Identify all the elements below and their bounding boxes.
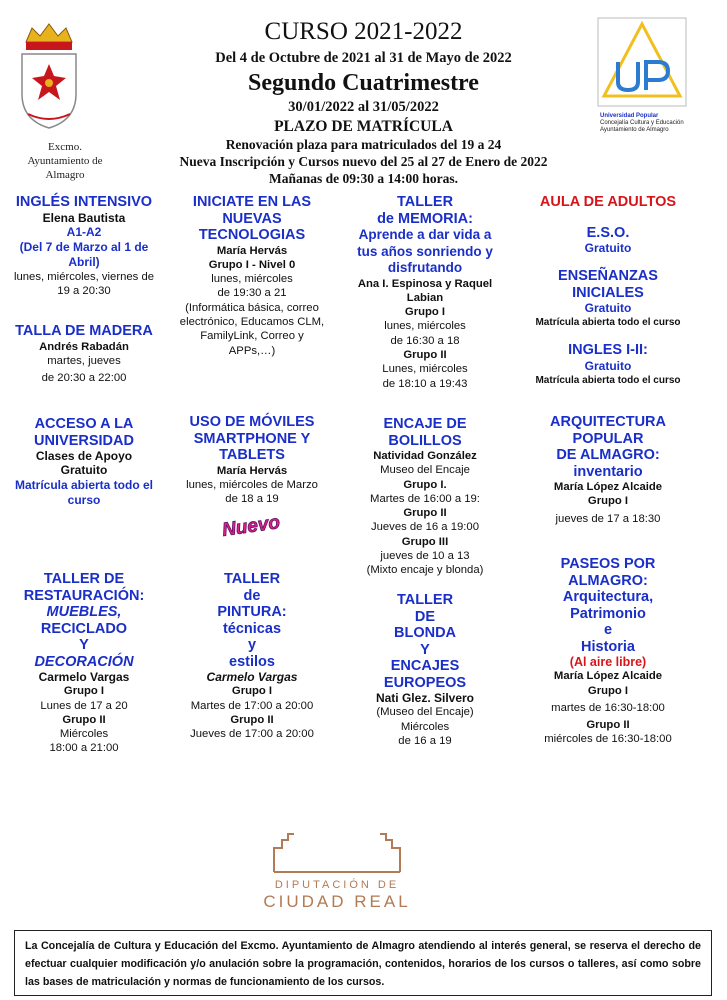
course-dates: Del 4 de Octubre de 2021 al 31 de Mayo de 2022 — [215, 50, 512, 66]
course-teacher: María López Alcaide — [553, 670, 663, 683]
horario-text: Mañanas de 09:30 a 14:00 horas. — [268, 171, 458, 186]
course-title: ENCAJES — [390, 658, 460, 674]
course-title: TABLETS — [219, 447, 285, 463]
course-schedule: jueves de 17 a 18:30 — [555, 512, 661, 525]
course-title: Y — [79, 637, 89, 653]
up-logo-line: Concejalía Cultura y Educación — [600, 120, 684, 126]
course-taller-restauracion — [0, 571, 168, 756]
nueva-inscripcion-text: Nueva Inscripción y Cursos nuevo del 25 al 27 de Enero de 2022 — [179, 154, 548, 169]
course-title: TALLER DE — [43, 571, 125, 587]
course-schedule: miércoles de 16:30-18:00 — [544, 733, 672, 746]
ayuntamiento-line: Excmo. — [48, 141, 82, 153]
course-group: Grupo II — [230, 713, 274, 726]
course-title: TALLA DE MADERA — [15, 323, 153, 339]
course-title: TALLER — [396, 194, 454, 210]
nuevo-badge — [218, 510, 284, 542]
course-title: ALMAGRO: — [568, 572, 648, 589]
renovacion-text: Renovación plaza para matriculados del 19 a 24 — [225, 137, 502, 152]
course-place: (Museo del Encaje) — [376, 706, 474, 719]
course-schedule: Miércoles — [59, 728, 109, 741]
course-teacher: Natividad González — [373, 450, 477, 462]
course-note: Gratuito — [584, 241, 632, 255]
course-description: FamilyLink, Correo y — [200, 330, 304, 343]
course-note: Gratuito — [60, 463, 108, 478]
course-schedule: Lunes de 17 a 20 — [40, 699, 128, 712]
course-schedule: Jueves de 16 a 19:00 — [370, 521, 480, 534]
course-schedule: lunes, miércoles — [384, 320, 466, 333]
course-taller-memoria — [340, 194, 510, 391]
course-taller-pintura — [166, 571, 338, 741]
course-teacher: María Hervás — [216, 464, 288, 477]
course-matricula: Matrícula abierta todo el curso — [535, 374, 681, 386]
course-title: INICIATE EN LAS — [192, 194, 312, 210]
course-title: SMARTPHONE Y — [193, 430, 311, 447]
course-schedule: lunes, miércoles, viernes de — [13, 270, 155, 283]
course-subtitle: E.S.O. — [586, 224, 630, 241]
ayuntamiento-line: Almagro — [45, 169, 85, 181]
course-title: TALLER — [396, 592, 454, 608]
course-title: UNIVERSIDAD — [34, 432, 134, 449]
course-title: INGLÉS INTENSIVO — [15, 194, 153, 210]
course-schedule: de 18:10 a 19:43 — [382, 377, 468, 390]
up-logo-line: Ayuntamiento de Almagro — [600, 127, 669, 133]
course-schedule: 18:00 a 21:00 — [49, 742, 119, 755]
course-subtitle: Clases de Apoyo — [35, 449, 133, 463]
course-matricula: curso — [67, 492, 101, 507]
course-title: Patrimonio — [570, 605, 646, 622]
ayuntamiento-line: Ayuntamiento de — [27, 155, 103, 167]
course-title: Y — [420, 641, 430, 658]
course-title: DE ALMAGRO: — [556, 447, 660, 463]
course-group: Grupo I. — [403, 478, 447, 491]
plazo-heading: PLAZO DE MATRÍCULA — [274, 118, 453, 135]
diputacion-logo — [254, 828, 420, 911]
course-group: Grupo I — [404, 306, 446, 319]
course-group: Grupo I — [587, 684, 629, 697]
diputacion-line: CIUDAD REAL — [263, 892, 411, 911]
course-note: Gratuito — [584, 301, 632, 315]
course-title: ENCAJE DE — [383, 416, 467, 432]
course-title: tus años sonriendo y — [357, 243, 493, 259]
course-title: Aprende a dar vida a — [358, 227, 492, 242]
course-dates: Abril) — [68, 254, 100, 269]
course-subtitle: INICIALES — [572, 284, 644, 301]
course-note: Gratuito — [584, 358, 632, 373]
course-note: (Mixto encaje y blonda) — [366, 564, 484, 577]
course-title: USO DE MÓVILES — [189, 414, 315, 430]
course-subtitle: ENSEÑANZAS — [558, 268, 658, 284]
course-title: inventario — [573, 463, 643, 480]
course-title: TECNOLOGIAS — [198, 227, 306, 243]
course-ingles — [0, 194, 168, 298]
course-schedule: lunes, miércoles de Marzo — [186, 478, 318, 491]
course-title: RECICLADO — [40, 620, 128, 637]
course-schedule: lunes, miércoles — [211, 273, 293, 286]
course-group: Grupo II — [586, 719, 630, 732]
course-title: DECORACIÓN — [34, 653, 134, 670]
course-acceso-universidad — [0, 416, 168, 508]
course-title: de MEMORIA: — [377, 210, 473, 227]
course-group: Grupo II — [403, 348, 447, 361]
course-schedule: Miércoles — [400, 720, 450, 733]
course-schedule: Jueves de 17:00 a 20:00 — [190, 728, 314, 741]
course-subtitle: INGLES I-II: — [568, 342, 648, 359]
course-teacher: María Hervás — [216, 244, 288, 257]
page-subtitle: Segundo Cuatrimestre — [248, 70, 479, 96]
course-title: POPULAR — [572, 430, 644, 447]
course-taller-blonda — [340, 592, 510, 748]
course-schedule: Martes de 17:00 a 20:00 — [190, 699, 314, 712]
course-schedule: de 20:30 a 22:00 — [41, 372, 127, 385]
course-schedule: de 16:30 a 18 — [390, 334, 460, 347]
course-dates: (Del 7 de Marzo al 1 de — [19, 239, 149, 254]
course-note: (Al aire libre) — [569, 655, 647, 669]
course-title: técnicas — [222, 620, 282, 637]
course-uso-moviles — [166, 414, 338, 506]
course-paseos-almagro — [520, 556, 696, 747]
course-group: Grupo I — [231, 685, 273, 698]
course-schedule: martes de 16:30-18:00 — [551, 701, 665, 714]
course-nuevas-tecnologias — [166, 194, 338, 358]
page-title: CURSO 2021-2022 — [264, 18, 463, 45]
course-title: BOLILLOS — [388, 432, 462, 449]
course-title: DE — [414, 608, 436, 625]
course-arquitectura-popular — [520, 414, 696, 526]
course-group: Grupo III — [401, 535, 449, 548]
course-title: NUEVAS — [222, 210, 282, 227]
course-matricula: Matrícula abierta todo el — [14, 477, 154, 492]
course-group: Grupo II — [403, 507, 447, 520]
course-schedule: jueves de 10 a 13 — [380, 550, 470, 563]
course-teacher: María López Alcaide — [553, 481, 663, 493]
course-description: APPs,…) — [228, 344, 276, 357]
course-group: Grupo I — [587, 495, 629, 508]
course-title: PINTURA: — [217, 604, 287, 620]
course-title: e — [603, 622, 613, 638]
course-schedule: de 16 a 19 — [398, 734, 452, 747]
diputacion-emblem-icon — [254, 828, 420, 874]
course-title: EUROPEOS — [383, 674, 467, 691]
course-title: PASEOS POR — [560, 556, 656, 572]
course-aula-adultos — [520, 194, 696, 388]
disclaimer-box — [14, 930, 712, 996]
course-schedule: Lunes, miércoles — [382, 363, 468, 376]
course-title: RESTAURACIÓN: — [23, 587, 145, 604]
course-title: estilos — [229, 653, 275, 670]
course-schedule: 19 a 20:30 — [57, 285, 111, 298]
up-logo-line: Universidad Popular — [600, 113, 659, 119]
course-description: electrónico, Educamos CLM, — [179, 315, 325, 328]
course-teacher: Andrés Rabadán — [39, 340, 129, 353]
course-teacher: Labian — [406, 291, 444, 304]
course-title: Historia — [581, 638, 635, 655]
course-place: Museo del Encaje — [380, 464, 470, 477]
course-level: A1-A2 — [66, 224, 102, 239]
course-title: y — [247, 637, 257, 653]
course-title: TALLER — [223, 571, 281, 587]
course-teacher: Nati Glez. Silvero — [375, 691, 475, 705]
course-teacher: Carmelo Vargas — [206, 670, 298, 684]
course-title: BLONDA — [393, 625, 457, 641]
course-teacher: Carmelo Vargas — [38, 670, 130, 684]
course-title: ARQUITECTURA — [550, 414, 666, 430]
course-schedule: de 18 a 19 — [225, 493, 279, 506]
course-encaje-bolillos — [340, 416, 510, 578]
course-group: Grupo II — [62, 713, 106, 726]
course-schedule: martes, jueves — [47, 354, 121, 367]
course-group: Grupo I - Nivel 0 — [208, 258, 296, 271]
course-description: (Informática básica, correo — [185, 301, 319, 314]
course-schedule: de 19:30 a 21 — [217, 287, 287, 300]
course-group: Grupo I — [63, 685, 105, 698]
course-talla-madera — [0, 323, 168, 385]
course-title: Arquitectura, — [562, 589, 654, 605]
course-title: AULA DE ADULTOS — [539, 194, 677, 210]
course-teacher: Elena Bautista — [42, 210, 126, 225]
course-matricula: Matrícula abierta todo el curso — [535, 317, 681, 328]
course-title: disfrutando — [387, 260, 463, 275]
course-schedule: Martes de 16:00 a 19: — [370, 492, 480, 505]
course-title: MUEBLES, — [46, 604, 122, 620]
term-range: 30/01/2022 al 31/05/2022 — [288, 99, 439, 115]
course-title: ACCESO A LA — [34, 416, 134, 432]
course-teacher: Ana I. Espinosa y Raquel — [357, 277, 493, 290]
disclaimer-text: La Concejalía de Cultura y Educación del Excmo. Ayuntamiento de Almagro atendiendo al interés general, se reserva el derecho de efectuar cualquier modificación y/o anulación sobre la programación, contenidos, horarios de los cursos o talleres, así como sobre las bases de matriculación y normas de funcionamiento de los cursos. — [25, 940, 701, 988]
course-title: de — [243, 587, 261, 604]
diputacion-line: DIPUTACIÓN DE — [274, 879, 400, 891]
nuevo-badge-text: Nuevo — [220, 512, 282, 541]
